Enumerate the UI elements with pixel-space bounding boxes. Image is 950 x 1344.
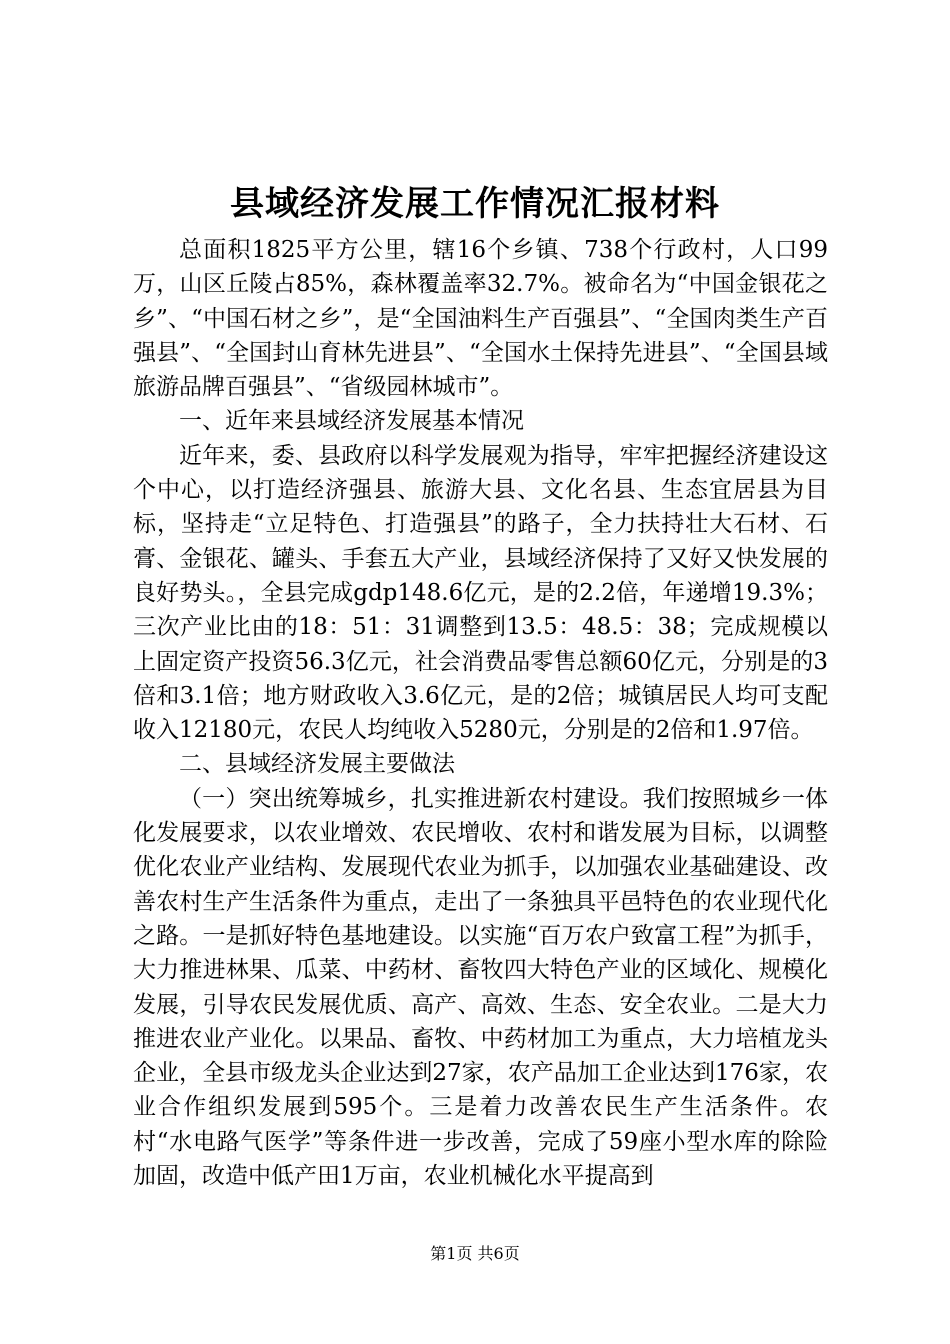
paragraph-basic-situation: 近年来，委、县政府以科学发展观为指导，牢牢把握经济建设这个中心，以打造经济强县、旅游大县、文化名县、生态宜居县为目标，坚持走“立足特色、打造强县”的路子，全力扶持壮大石材、石膏、金银花、罐头、手套五大产业，县域经济保持了又好又快发展的良好势头。，全县完成gdp148.6亿元，是的2.2倍，年递增19.3%；三次产业比由的18：51：31调整到13.5：48.5：38；完成规模以上固定资产投资56.3亿元，社会消费品零售总额60亿元，分别是的3倍和3.1倍；地方财政收入3.6亿元，是的2倍；城镇居民人均可支配收入12180元，农民人均纯收入5280元，分别是的2倍和1.97倍。	[133, 442, 828, 744]
page-footer: 第1页 共6页	[430, 1244, 520, 1263]
paragraph-overview: 总面积1825平方公里，辖16个乡镇、738个行政村，人口99万，山区丘陵占85%，森林覆盖率32.7%。被命名为“中国金银花之乡”、“中国石材之乡”，是“全国油料生产百强县”、“全国肉类生产百强县”、“全国封山育林先进县”、“全国水土保持先进县”、“全国县域旅游品牌百强县”、“省级园林城市”。	[133, 237, 828, 401]
section-heading-2: 二、县域经济发展主要做法	[179, 751, 455, 778]
paragraph-main-practices: （一）突出统筹城乡，扎实推进新农村建设。我们按照城乡一体化发展要求，以农业增效、农民增收、农村和谐发展为目标，以调整优化农业产业结构、发展现代农业为抓手，以加强农业基础建设、改善农村生产生活条件为重点，走出了一条独具平邑特色的农业现代化之路。一是抓好特色基地建设。以实施“百万农户致富工程”为抓手，大力推进林果、瓜菜、中药材、畜牧四大特色产业的区域化、规模化发展，引导农民发展优质、高产、高效、生态、安全农业。二是大力推进农业产业化。以果品、畜牧、中药材加工为重点，大力培植龙头企业，全县市级龙头企业达到27家，农产品加工企业达到176家，农业合作组织发展到595个。三是着力改善农民生产生活条件。农村“水电路气医学”等条件进一步改善，完成了59座小型水库的除险加固，改造中低产田1万亩，农业机械化水平提高到	[133, 785, 828, 1190]
section-heading-1: 一、近年来县域经济发展基本情况	[179, 408, 524, 435]
document-title: 县域经济发展工作情况汇报材料	[230, 184, 720, 224]
document-body	[133, 233, 828, 1193]
